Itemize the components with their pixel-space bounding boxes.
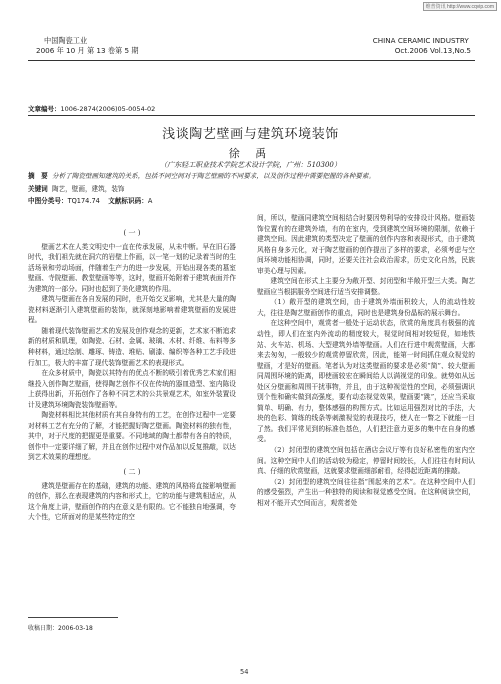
received-date: 收稿日期：2006-03-18	[28, 625, 93, 632]
doc-code-label: 文献标识码：	[108, 197, 148, 205]
clc-value: TQ174.74	[67, 197, 100, 205]
body-paragraph: 在众多材质中，陶瓷以其特有的优点不断的吸引着优秀艺术家们相继投入创作陶艺壁画，使得陶艺创作不仅在传统的器皿造型、室内陈设上获得出新，开拓创作了各种不同艺术的公共景观艺术，如室外装置设计及建筑环境陶瓷装饰壁画等。	[28, 369, 236, 409]
header-right	[373, 36, 471, 56]
article-number	[28, 104, 155, 113]
clc-label: 中图分类号：	[28, 197, 68, 205]
section-heading: ( 一 )	[123, 229, 141, 237]
header-rule	[28, 60, 475, 61]
body-paragraph: （1）敞开型的建筑空间，由于建筑外墙面积较大，人的流动性较大，往往是陶艺壁画创作的重点，同时也是建筑身份晶标的展示舞台。	[257, 298, 475, 317]
title-rule	[28, 115, 475, 116]
page-number: 54	[240, 668, 249, 676]
abstract	[28, 172, 475, 182]
body-paragraph: （2）封闭型的建筑空间包括在酒店会议厅等有良好私密性的室内空间。这种空间中人们的活动较为稳定，停留时间较长，人们往往有时间认真、仔细的欣赏壁画，这就要求壁画细部耐看，经得起近距离的推敲。	[257, 446, 475, 476]
journal-title-en: CHINA CERAMIC INDUSTRY	[372, 36, 469, 45]
issue-info-cn: 2006 年 10 月 第 13 卷第 5 期	[36, 46, 139, 55]
watermark: 维普资讯 http://www.cqvip.com	[423, 2, 497, 11]
abstract-text: 分析了陶瓷壁画知建筑的关系，包括不同空间对于陶艺壁画的不同要求，以及创作过程中需要把握的各种要素。	[51, 172, 376, 180]
right-column	[257, 213, 475, 673]
footnote-rule	[28, 617, 118, 618]
body-paragraph: 建筑是壁画存在的基础，建筑的功能、建筑的风格将直接影响壁画的创作，那么在表现建筑的内容和形式上，它的功能与建筑相适应，从这个角度上讲，壁画创作的内在意义是有限的。它不能独自地强调，夸大个性，它所面对的是某些特定的空	[28, 481, 236, 522]
keywords-label: 关键词	[28, 185, 48, 193]
author-name: 徐 禹	[228, 147, 273, 160]
article-title: 浅谈陶艺壁画与建筑环境装饰	[162, 127, 339, 142]
left-column	[28, 224, 236, 612]
article-number-label: 文章编号：	[28, 105, 61, 113]
body-paragraph: 在这种空间中，观赏者一般处于运动状态，欣赏的角度具有极强的流动性，即人们在室内外流动的精度较大，视觉时间相对较短促，如地铁站、火车站、机场、大型建筑外墙等壁画。人们在行进中观赏壁画，大都来去匆匆，一般较少的观赏停留欣赏，因此，能第一时间抓住观众视觉的壁画，才是好的壁画。笔者认为对这类壁画的要求是必须“简”、较大壁画同周围环境的距离，即使画较宏在瞬间给人以满视觉的印象。就势如从远处区分壁画和周围干扰事物，并且，由于这种视觉性的空间，必须强调识别个性和确实做到高强度，要有动态视觉效果，壁画要“跳”，还应当采取简单、明确、有力，整体感强的构图方式。比如运用强烈对比的手法，大块的色彩、简练的线条等刺激视觉的表现技巧，使人在一瞥之下就能一目了然。我们平常见到的标准色基色，人们把注意力更多的集中在自身的感受。	[257, 319, 475, 444]
body-paragraph: 随着现代装饰壁画艺术的发展及创作观念的更新，艺术家不断追求新的材质和肌理，如陶瓷、石材、金属、玻璃、木材、纤维、布料等多种材料，通过绘制、雕琢、铸造、堆贴、刷漆、编织等各种工艺手段进行加工，极大的丰富了现代装饰壁画艺术的表现形式。	[28, 326, 236, 367]
body-paragraph: 建筑空间在形式上主要分为敞开型、封闭型和半敞开型三大类。陶艺壁画应当根据服务空间进行适当安排调整。	[257, 277, 475, 296]
body-paragraph: 壁画艺术在人类文明史中一直在传承发展，从未中断。早在旧石器时代，我们祖先就在洞穴的岩壁上作画，以一笔一划的记录着当时的生活场景和劳动场面，伴随着生产力的进一步发展，开始出现各类的墓室壁画、寺院壁画、教堂壁画等等，这时，壁画开始附着于建筑表面并作为建筑的一部分。同时也起到了美化建筑的作用。	[28, 242, 236, 293]
keywords	[28, 185, 475, 195]
journal-title-cn: 中国陶瓷工业	[44, 36, 88, 45]
body-paragraph: 间，所以，壁画同建筑空间相结合时要因势利导的安排设计风格。壁画装饰位置有的在建筑外墙，有的在室内，受到建筑空间环境的限制，依赖于建筑空间。因此建筑的类型决定了壁画的创作内容和表现形式，由于建筑风格自身多元化，对于陶艺壁画的创作提出了多样的要求，必须考虑与空间环境功能相协调，同时，还要关注社会政治需求，历史文化自然，民族审美心理与因素。	[257, 214, 475, 275]
issue-info-en: Oct.2006 Vol.13,No.5	[394, 46, 471, 55]
classification	[28, 197, 475, 207]
doc-code-value: A	[147, 197, 153, 205]
abstract-label: 摘 要	[28, 172, 48, 180]
body-paragraph: （2）封闭型的建筑空间往往指“围起来的艺术”。在这种空间中人们的感受强烈，产生出一种独特的阅读和视觉感受空间。在这种阅读空间，相对不能开式空间而言，观赏者处	[257, 477, 475, 507]
article-number-value: 1006-2874(2006)05-0054-02	[60, 105, 156, 113]
body-paragraph: 建筑与壁画在各自发展的同时，也开始交叉影响，尤其是大量的陶瓷材料逐渐引入建筑壁画的装饰，就深刻地影响着建筑壁画的发展进程。	[28, 295, 236, 325]
section-heading: ( 二 )	[123, 468, 141, 477]
body-paragraph: 陶瓷材料相比其他材质有其自身特有的工艺，在创作过程中一定要对材料工艺有充分的了解，才能把握好陶艺壁画。陶瓷材料的独有性，其中，对于尺度的把握更是重要。不同地域的陶土都带有各自的特质，创作中一定要详细了解，并且在创作过程中对作品加以反复推敲，以达到艺术效果的理想度。	[28, 411, 236, 462]
keywords-text: 陶艺，壁画，建筑，装饰	[51, 185, 125, 193]
author-affiliation: （广东轻工职业技术学院艺术设计学院，广州：510300）	[160, 161, 341, 169]
header-left	[36, 36, 139, 56]
